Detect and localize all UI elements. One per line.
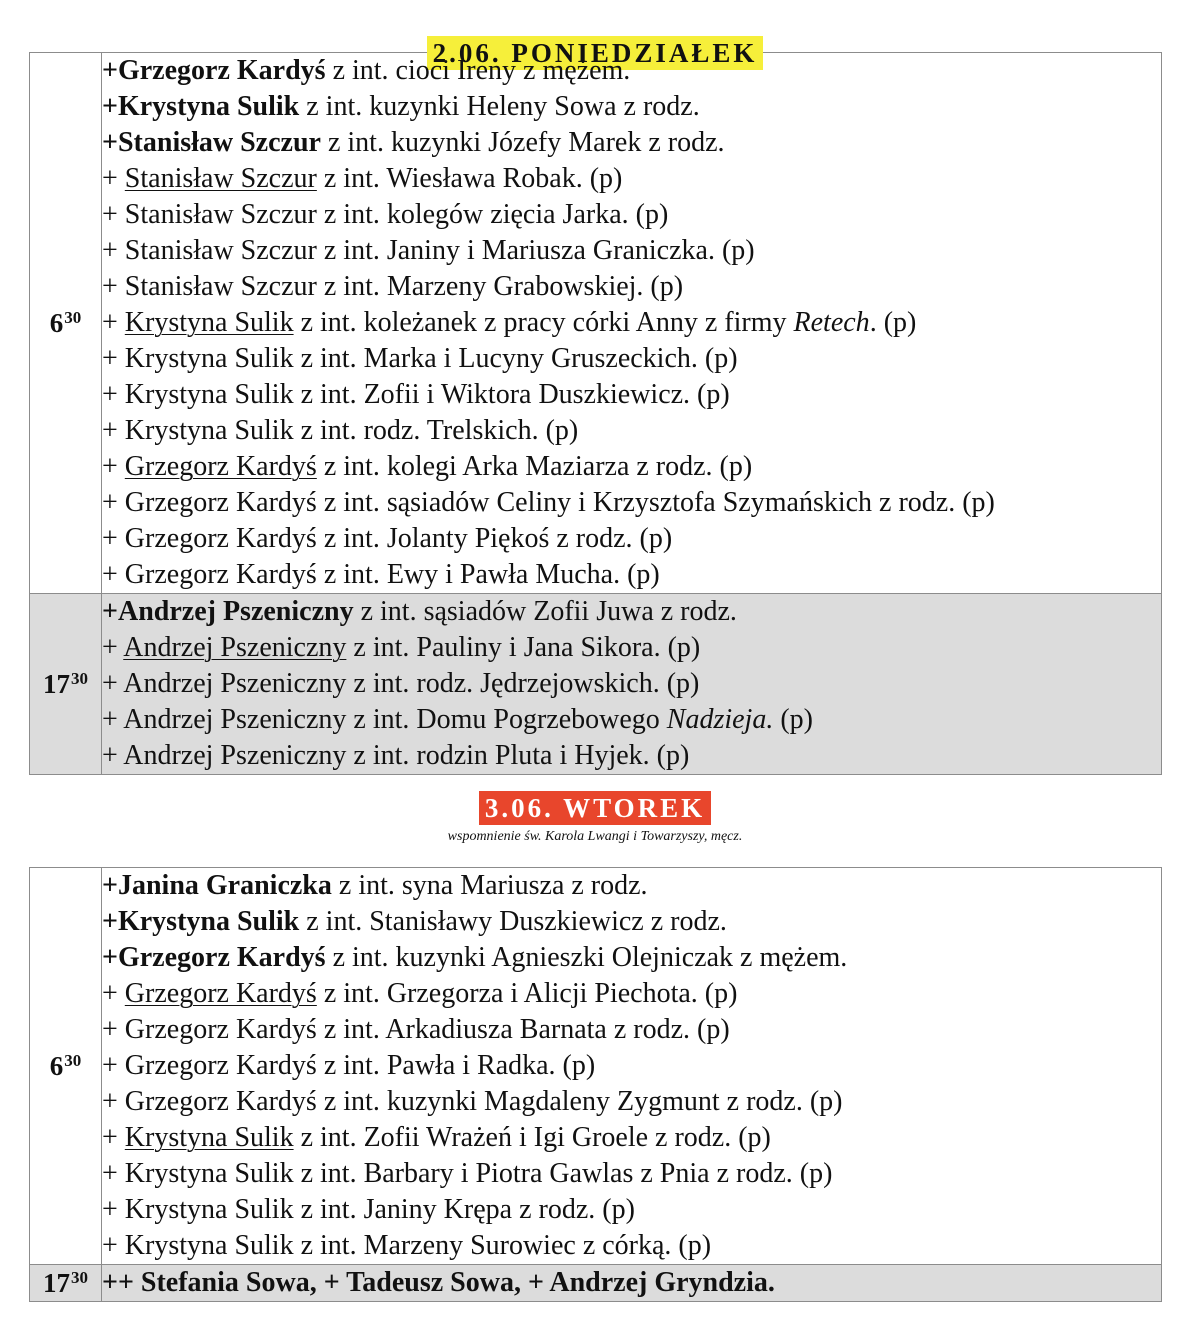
deceased-name: Andrzej Pszeniczny [117, 596, 354, 627]
intention-line [102, 341, 1161, 377]
deceased-name: Grzegorz Kardyś [124, 1050, 317, 1081]
slot-entries [102, 1265, 1162, 1302]
deceased-name: Grzegorz Kardyś [124, 523, 317, 554]
intention-line [102, 89, 1161, 125]
deceased-name: Krystyna Sulik [124, 415, 294, 446]
deceased-name: Janina Graniczka [117, 870, 332, 901]
slot-time: $6^{30}$ [30, 53, 102, 594]
intention-line [102, 1192, 1161, 1228]
deceased-name: Stanisław Szczur [124, 271, 317, 302]
cross-mark: + [102, 978, 125, 1009]
deceased-name: Grzegorz Kardyś [124, 978, 317, 1009]
day-title: 2.06. PONIEDZIAŁEK [427, 36, 764, 70]
cross-mark: + [102, 596, 118, 627]
deceased-name: Grzegorz Kardyś [124, 451, 317, 482]
intention-text: z int. kuzynki Heleny Sowa z rodz. [299, 91, 700, 122]
day-title: 3.06. WTOREK [479, 791, 711, 825]
intention-text: z int. kuzynki Magdaleny Zygmunt z rodz. (p) [316, 1086, 843, 1117]
intention-line [102, 125, 1161, 161]
slot-row-evening [30, 594, 1162, 775]
deceased-name: Stanisław Szczur [124, 163, 317, 194]
cross-mark: + [102, 1158, 125, 1189]
cross-mark: + [102, 415, 125, 446]
intention-text: z int. kolegi Arka Maziarza z rodz. (p) [316, 451, 753, 482]
cross-mark: + [102, 199, 125, 230]
cross-mark: + [102, 1086, 125, 1117]
intention-text: z int. Grzegorza i Alicji Piechota. (p) [316, 978, 738, 1009]
cross-mark: + [102, 271, 125, 302]
cross-mark: + [102, 55, 118, 86]
day-header-monday [0, 0, 1190, 68]
intention-tail: (p) [773, 704, 813, 735]
intention-line [102, 485, 1161, 521]
intention-line [102, 1156, 1161, 1192]
deceased-name: Grzegorz Kardyś [124, 487, 317, 518]
intention-text: z int. Domu Pogrzebowego [346, 704, 667, 735]
intention-text: z int. Janiny Krępa z rodz. (p) [293, 1194, 635, 1225]
intention-text: z int. sąsiadów Zofii Juwa z rodz. [353, 596, 737, 627]
cross-mark: + [102, 163, 125, 194]
cross-mark: + [102, 1194, 125, 1225]
slot-time: $17^{30}$ [30, 1265, 102, 1302]
cross-mark: + [102, 451, 125, 482]
cross-mark: + [102, 704, 124, 735]
slot-time: $6^{30}$ [30, 868, 102, 1265]
intention-line [102, 1012, 1161, 1048]
intention-line [102, 269, 1161, 305]
intention-line [102, 1120, 1161, 1156]
intention-text: z int. rodz. Trelskich. (p) [293, 415, 579, 446]
deceased-name: Grzegorz Kardyś [117, 55, 326, 86]
intention-text: z int. rodzin Pluta i Hyjek. (p) [346, 740, 690, 771]
intention-line [102, 1265, 1161, 1301]
intention-line [102, 413, 1161, 449]
intention-text: z int. Marzeny Grabowskiej. (p) [316, 271, 684, 302]
slot-entries [102, 594, 1162, 775]
cross-mark: + [102, 740, 124, 771]
cross-mark: + [102, 1014, 125, 1045]
intention-line [102, 868, 1161, 904]
intention-line [102, 904, 1161, 940]
schedule-table-monday [29, 52, 1162, 775]
deceased-name: Stanisław Szczur [124, 235, 317, 266]
intention-line [102, 233, 1161, 269]
deceased-name: Krystyna Sulik [124, 343, 294, 374]
slot-time: $17^{30}$ [30, 594, 102, 775]
cross-mark: + [102, 235, 125, 266]
schedule-table-tuesday [29, 867, 1162, 1302]
intention-line [102, 377, 1161, 413]
intention-line [102, 594, 1161, 630]
cross-mark: + [102, 906, 118, 937]
intention-italic: Retech [793, 307, 870, 338]
deceased-name: Andrzej Pszeniczny [123, 740, 347, 771]
intention-line [102, 557, 1161, 593]
intention-text: z int. Zofii Wrażeń i Igi Groele z rodz. (p) [293, 1122, 771, 1153]
cross-mark: + [102, 668, 124, 699]
deceased-name: Grzegorz Kardyś [117, 942, 326, 973]
intention-text: z int. koleżanek z pracy córki Anny z firmy [293, 307, 794, 338]
intention-line [102, 1048, 1161, 1084]
deceased-name: ++ Stefania Sowa, + Tadeusz Sowa, + Andrzej Gryndzia. [102, 1267, 775, 1298]
deceased-name: Stanisław Szczur [124, 199, 317, 230]
slot-entries [102, 868, 1162, 1265]
deceased-name: Grzegorz Kardyś [124, 559, 317, 590]
intention-line [102, 449, 1161, 485]
deceased-name: Krystyna Sulik [124, 379, 294, 410]
deceased-name: Grzegorz Kardyś [124, 1014, 317, 1045]
intention-line [102, 1084, 1161, 1120]
intention-text: z int. rodz. Jędrzejowskich. (p) [346, 668, 700, 699]
intention-italic: Nadzieja. [666, 704, 774, 735]
cross-mark: + [102, 1050, 125, 1081]
intention-line [102, 630, 1161, 666]
slot-row-morning [30, 868, 1162, 1265]
deceased-name: Andrzej Pszeniczny [123, 668, 347, 699]
intention-text: z int. Pauliny i Jana Sikora. (p) [346, 632, 701, 663]
cross-mark: + [102, 559, 125, 590]
cross-mark: + [102, 487, 125, 518]
deceased-name: Grzegorz Kardyś [124, 1086, 317, 1117]
intention-text: z int. Wiesława Robak. (p) [316, 163, 623, 194]
cross-mark: + [102, 870, 118, 901]
cross-mark: + [102, 379, 125, 410]
cross-mark: + [102, 307, 125, 338]
day-subtitle: wspomnienie św. Karola Lwangi i Towarzyszy, męcz. [447, 829, 743, 844]
slot-row-morning [30, 53, 1162, 594]
intention-text: z int. Ewy i Pawła Mucha. (p) [316, 559, 660, 590]
intention-text: z int. cioci Ireny z mężem. [325, 55, 631, 86]
intention-text: z int. Jolanty Piękoś z rodz. (p) [316, 523, 673, 554]
intention-text: z int. Janiny i Mariusza Graniczka. (p) [316, 235, 755, 266]
intention-line [102, 976, 1161, 1012]
intention-text: z int. Marka i Lucyny Gruszeckich. (p) [293, 343, 738, 374]
intention-text: z int. Zofii i Wiktora Duszkiewicz. (p) [293, 379, 730, 410]
intention-line [102, 521, 1161, 557]
deceased-name: Krystyna Sulik [117, 906, 300, 937]
slot-entries [102, 53, 1162, 594]
deceased-name: Krystyna Sulik [124, 1194, 294, 1225]
intention-text: z int. syna Mariusza z rodz. [331, 870, 648, 901]
cross-mark: + [102, 91, 118, 122]
intention-line [102, 161, 1161, 197]
intention-line [102, 738, 1161, 774]
cross-mark: + [102, 523, 125, 554]
intention-line [102, 702, 1161, 738]
intention-text: z int. Pawła i Radka. (p) [316, 1050, 596, 1081]
intention-tail: . (p) [869, 307, 917, 338]
deceased-name: Krystyna Sulik [117, 91, 300, 122]
intention-text: z int. Arkadiusza Barnata z rodz. (p) [316, 1014, 730, 1045]
intention-text: z int. kuzynki Agnieszki Olejniczak z mężem. [325, 942, 848, 973]
deceased-name: Krystyna Sulik [124, 1158, 294, 1189]
intention-text: z int. Stanisławy Duszkiewicz z rodz. [299, 906, 727, 937]
cross-mark: + [102, 632, 124, 663]
intention-text: z int. Marzeny Surowiec z córką. (p) [293, 1230, 712, 1261]
intention-text: z int. kolegów zięcia Jarka. (p) [316, 199, 669, 230]
deceased-name: Krystyna Sulik [124, 1230, 294, 1261]
intention-text: z int. sąsiadów Celiny i Krzysztofa Szymańskich z rodz. (p) [316, 487, 995, 518]
deceased-name: Stanisław Szczur [117, 127, 321, 158]
deceased-name: Andrzej Pszeniczny [123, 632, 347, 663]
intention-line [102, 197, 1161, 233]
intention-line [102, 305, 1161, 341]
cross-mark: + [102, 1122, 125, 1153]
deceased-name: Krystyna Sulik [124, 307, 294, 338]
day-header-tuesday [0, 791, 1190, 867]
cross-mark: + [102, 1230, 125, 1261]
slot-row-evening [30, 1265, 1162, 1302]
intention-text: z int. kuzynki Józefy Marek z rodz. [320, 127, 725, 158]
intention-line [102, 1228, 1161, 1264]
cross-mark: + [102, 127, 118, 158]
deceased-name: Krystyna Sulik [124, 1122, 294, 1153]
intention-line [102, 666, 1161, 702]
intention-text: z int. Barbary i Piotra Gawlas z Pnia z rodz. (p) [293, 1158, 833, 1189]
cross-mark: + [102, 343, 125, 374]
deceased-name: Andrzej Pszeniczny [123, 704, 347, 735]
intention-line [102, 940, 1161, 976]
cross-mark: + [102, 942, 118, 973]
